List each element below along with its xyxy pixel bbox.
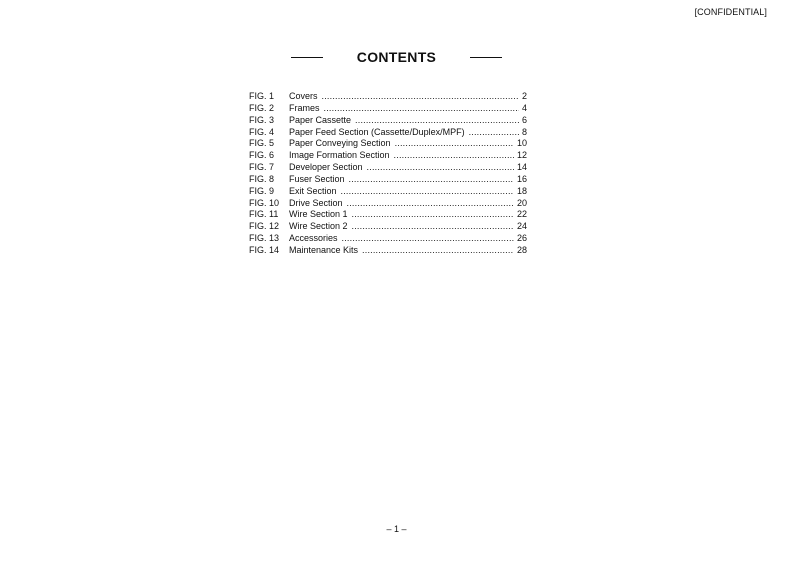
toc-row-fig-4[interactable] xyxy=(249,127,527,139)
toc-leader xyxy=(352,209,514,221)
toc-row-fig-6[interactable] xyxy=(249,150,527,162)
toc-fig-number: FIG. 6 xyxy=(249,150,275,161)
table-of-contents xyxy=(249,91,527,257)
toc-row-fig-1[interactable] xyxy=(249,91,527,103)
toc-leader xyxy=(362,245,514,257)
toc-title: Image Formation Section xyxy=(289,150,390,161)
toc-page-number: 14 xyxy=(516,162,527,173)
toc-row-fig-13[interactable] xyxy=(249,233,527,245)
toc-row-fig-14[interactable] xyxy=(249,245,527,257)
toc-title: Developer Section xyxy=(289,162,363,173)
toc-row-fig-8[interactable] xyxy=(249,174,527,186)
toc-leader xyxy=(324,103,519,115)
page-title: CONTENTS xyxy=(356,49,437,65)
toc-title: Fuser Section xyxy=(289,173,345,184)
toc-title: Wire Section 2 xyxy=(289,221,348,232)
toc-row-fig-10[interactable] xyxy=(249,198,527,210)
toc-leader xyxy=(322,91,519,103)
toc-leader xyxy=(367,162,514,174)
toc-leader xyxy=(395,138,514,150)
toc-fig-number: FIG. 4 xyxy=(249,126,275,137)
toc-page-number: 8 xyxy=(521,126,527,137)
toc-title: Paper Cassette xyxy=(289,114,352,125)
toc-page-number: 26 xyxy=(516,233,527,244)
toc-row-fig-3[interactable] xyxy=(249,115,527,127)
toc-title: Drive Section xyxy=(289,197,343,208)
toc-page-number: 4 xyxy=(521,102,527,113)
toc-title: Maintenance Kits xyxy=(289,244,359,255)
toc-title: Frames xyxy=(289,102,320,113)
toc-page-number: 2 xyxy=(521,91,527,101)
title-row xyxy=(0,49,793,65)
toc-title: Wire Section 1 xyxy=(289,209,348,220)
title-left-rule xyxy=(291,57,323,58)
toc-leader xyxy=(394,150,514,162)
toc-fig-number: FIG. 12 xyxy=(249,221,280,232)
toc-fig-number: FIG. 7 xyxy=(249,162,275,173)
toc-page-number: 16 xyxy=(516,173,527,184)
toc-leader xyxy=(469,127,519,139)
toc-leader xyxy=(355,115,519,127)
toc-title: Paper Feed Section (Cassette/Duplex/MPF) xyxy=(289,126,465,137)
toc-fig-number: FIG. 5 xyxy=(249,138,275,149)
toc-page-number: 18 xyxy=(516,185,527,196)
page-number: – 1 – xyxy=(386,524,407,534)
toc-fig-number: FIG. 3 xyxy=(249,114,275,125)
title-right-rule xyxy=(470,57,502,58)
toc-leader xyxy=(347,198,514,210)
toc-page-number: 10 xyxy=(516,138,527,149)
toc-title: Exit Section xyxy=(289,185,337,196)
toc-fig-number: FIG. 2 xyxy=(249,102,275,113)
toc-page-number: 22 xyxy=(516,209,527,220)
toc-fig-number: FIG. 10 xyxy=(249,197,280,208)
toc-page-number: 28 xyxy=(516,244,527,255)
toc-fig-number: FIG. 11 xyxy=(249,209,279,220)
toc-row-fig-9[interactable] xyxy=(249,186,527,198)
toc-fig-number: FIG. 9 xyxy=(249,185,275,196)
toc-leader xyxy=(349,174,514,186)
toc-page-number: 6 xyxy=(521,114,527,125)
toc-page-number: 12 xyxy=(516,150,527,161)
toc-leader xyxy=(352,221,514,233)
toc-title: Paper Conveying Section xyxy=(289,138,391,149)
toc-row-fig-7[interactable] xyxy=(249,162,527,174)
toc-row-fig-11[interactable] xyxy=(249,209,527,221)
toc-page-number: 24 xyxy=(516,221,527,232)
toc-title: Accessories xyxy=(289,233,338,244)
toc-row-fig-12[interactable] xyxy=(249,221,527,233)
toc-title: Covers xyxy=(289,91,318,101)
toc-leader xyxy=(341,186,514,198)
toc-row-fig-5[interactable] xyxy=(249,138,527,150)
toc-leader xyxy=(342,233,514,245)
toc-fig-number: FIG. 1 xyxy=(249,91,275,101)
toc-fig-number: FIG. 14 xyxy=(249,244,280,255)
confidential-label: [CONFIDENTIAL] xyxy=(694,7,767,17)
toc-row-fig-2[interactable] xyxy=(249,103,527,115)
toc-fig-number: FIG. 13 xyxy=(249,233,280,244)
toc-page-number: 20 xyxy=(516,197,527,208)
toc-fig-number: FIG. 8 xyxy=(249,173,275,184)
